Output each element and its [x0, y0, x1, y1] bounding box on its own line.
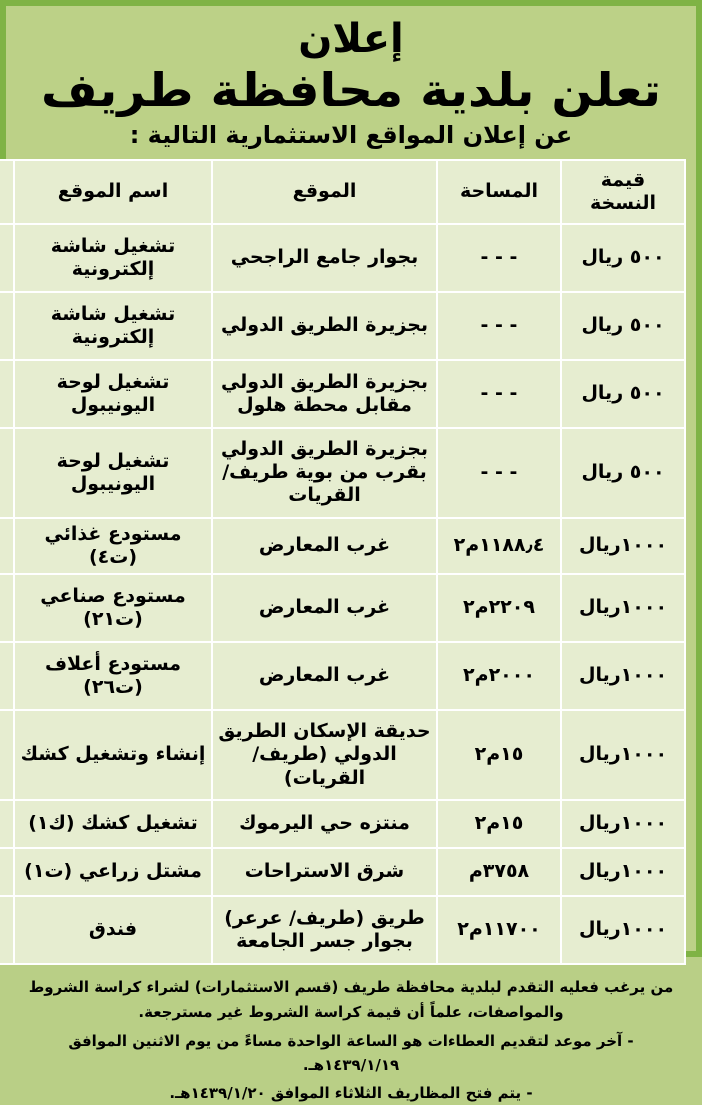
cell-site-name: إنشاء وتشغيل كشك: [14, 710, 212, 800]
cell-location: شرق الاستراحات: [212, 848, 437, 896]
table-row: [0, 292, 685, 360]
table-row: [0, 848, 685, 896]
cell-area: ١٥م٢: [437, 710, 561, 800]
page-inner: [6, 6, 696, 1102]
cell-number: [0, 848, 14, 896]
announcement-header: [12, 12, 690, 154]
table-row: [0, 360, 685, 428]
cell-location: بجزيرة الطريق الدولي: [212, 292, 437, 360]
cell-copy-price: ١٠٠٠ريال: [561, 642, 685, 710]
cell-location: حديقة الإسكان الطريق الدولي (طريف/ القريات): [212, 710, 437, 800]
copy-price-label-line2: النسخة: [590, 191, 656, 214]
cell-number: [0, 800, 14, 848]
column-header-site-name: اسم الموقع: [14, 160, 212, 224]
column-header-location: الموقع: [212, 160, 437, 224]
cell-number: [0, 642, 14, 710]
cell-copy-price: ١٠٠٠ريال: [561, 518, 685, 574]
table-row: [0, 800, 685, 848]
cell-area: ٣٧٥٨م: [437, 848, 561, 896]
cell-location: بجوار جامع الراجحي: [212, 224, 437, 292]
table-head: [0, 160, 685, 224]
cell-location: غرب المعارض: [212, 574, 437, 642]
cell-site-name: مستودع صناعي (ت٢١): [14, 574, 212, 642]
footer-note-opening: - يتم فتح المظاريف الثلاثاء الموافق ١٤٣٩/١/٢٠هـ.: [169, 1083, 533, 1102]
cell-site-name: مستودع غذائي (ت٤): [14, 518, 212, 574]
cell-site-name: تشغيل لوحة اليونيبول: [14, 428, 212, 518]
table-row: [0, 710, 685, 800]
cell-location: بجزيرة الطريق الدولي مقابل محطة هلول: [212, 360, 437, 428]
cell-site-name: مشتل زراعي (ت١): [14, 848, 212, 896]
cell-area: ١٥م٢: [437, 800, 561, 848]
subtitle-note: عن إعلان المواقع الاستثمارية التالية :: [129, 120, 573, 149]
cell-copy-price: ٥٠٠ ريال: [561, 292, 685, 360]
cell-copy-price: ١٠٠٠ريال: [561, 710, 685, 800]
cell-site-name: فندق: [14, 896, 212, 964]
cell-copy-price: ١٠٠٠ريال: [561, 800, 685, 848]
cell-number: [0, 224, 14, 292]
cell-site-name: تشغيل شاشة إلكترونية: [14, 292, 212, 360]
listing-table-wrapper: [16, 159, 686, 965]
table-row: [0, 896, 685, 964]
cell-site-name: مستودع أعلاف (ت٢٦): [14, 642, 212, 710]
table-row: [0, 224, 685, 292]
cell-area: - - -: [437, 428, 561, 518]
table-body: [0, 224, 685, 964]
footer-paragraph: من يرغب فعليه التقدم لبلدية محافظة طريف (قسم الاستثمارات) لشراء كراسة الشروط والمواصفات، علماً أن قيمة كراسة الشروط غير مسترجعة.: [28, 978, 674, 1021]
cell-number: [0, 292, 14, 360]
cell-location: بجزيرة الطريق الدولي بقرب من بوية طريف/ القريات: [212, 428, 437, 518]
column-header-copy-price: [561, 160, 685, 224]
cell-site-name: تشغيل لوحة اليونيبول: [14, 360, 212, 428]
table-header-row: [0, 160, 685, 224]
column-header-number: [0, 160, 14, 224]
table-row: [0, 574, 685, 642]
table-row: [0, 428, 685, 518]
cell-location: منتزه حي اليرموك: [212, 800, 437, 848]
municipality-title: تعلن بلدية محافظة طريف: [40, 63, 662, 117]
announcement-footer: [22, 975, 680, 1105]
cell-area: ١١٨٨٫٤م٢: [437, 518, 561, 574]
cell-copy-price: ٥٠٠ ريال: [561, 360, 685, 428]
cell-area: - - -: [437, 224, 561, 292]
column-header-area: المساحة: [437, 160, 561, 224]
cell-site-name: تشغيل كشك (ك١): [14, 800, 212, 848]
page-title: إعلان: [298, 16, 404, 62]
cell-area: ٢٠٠٠م٢: [437, 642, 561, 710]
cell-copy-price: ٥٠٠ ريال: [561, 428, 685, 518]
table-row: [0, 518, 685, 574]
cell-copy-price: ١٠٠٠ريال: [561, 896, 685, 964]
cell-location: طريق (طريف/ عرعر) بجوار جسر الجامعة: [212, 896, 437, 964]
cell-copy-price: ١٠٠٠ريال: [561, 848, 685, 896]
footer-note-deadline: - آخر موعد لتقديم العطاءات هو الساعة الواحدة مساءً من يوم الاثنين الموافق ١٤٣٩/١/١٩هـ.: [68, 1031, 634, 1074]
cell-copy-price: ١٠٠٠ريال: [561, 574, 685, 642]
cell-copy-price: ٥٠٠ ريال: [561, 224, 685, 292]
cell-area: - - -: [437, 360, 561, 428]
investment-sites-table: [0, 159, 686, 965]
cell-number: [0, 518, 14, 574]
cell-number: [0, 360, 14, 428]
cell-number: [0, 574, 14, 642]
cell-number: [0, 896, 14, 964]
cell-area: - - -: [437, 292, 561, 360]
cell-area: ٢٢٠٩م٢: [437, 574, 561, 642]
cell-number: [0, 428, 14, 518]
cell-area: ١١٧٠٠م٢: [437, 896, 561, 964]
cell-location: غرب المعارض: [212, 518, 437, 574]
table-row: [0, 642, 685, 710]
cell-number: [0, 710, 14, 800]
cell-location: غرب المعارض: [212, 642, 437, 710]
copy-price-label-line1: قيمة: [600, 168, 646, 191]
cell-site-name: تشغيل شاشة إلكترونية: [14, 224, 212, 292]
